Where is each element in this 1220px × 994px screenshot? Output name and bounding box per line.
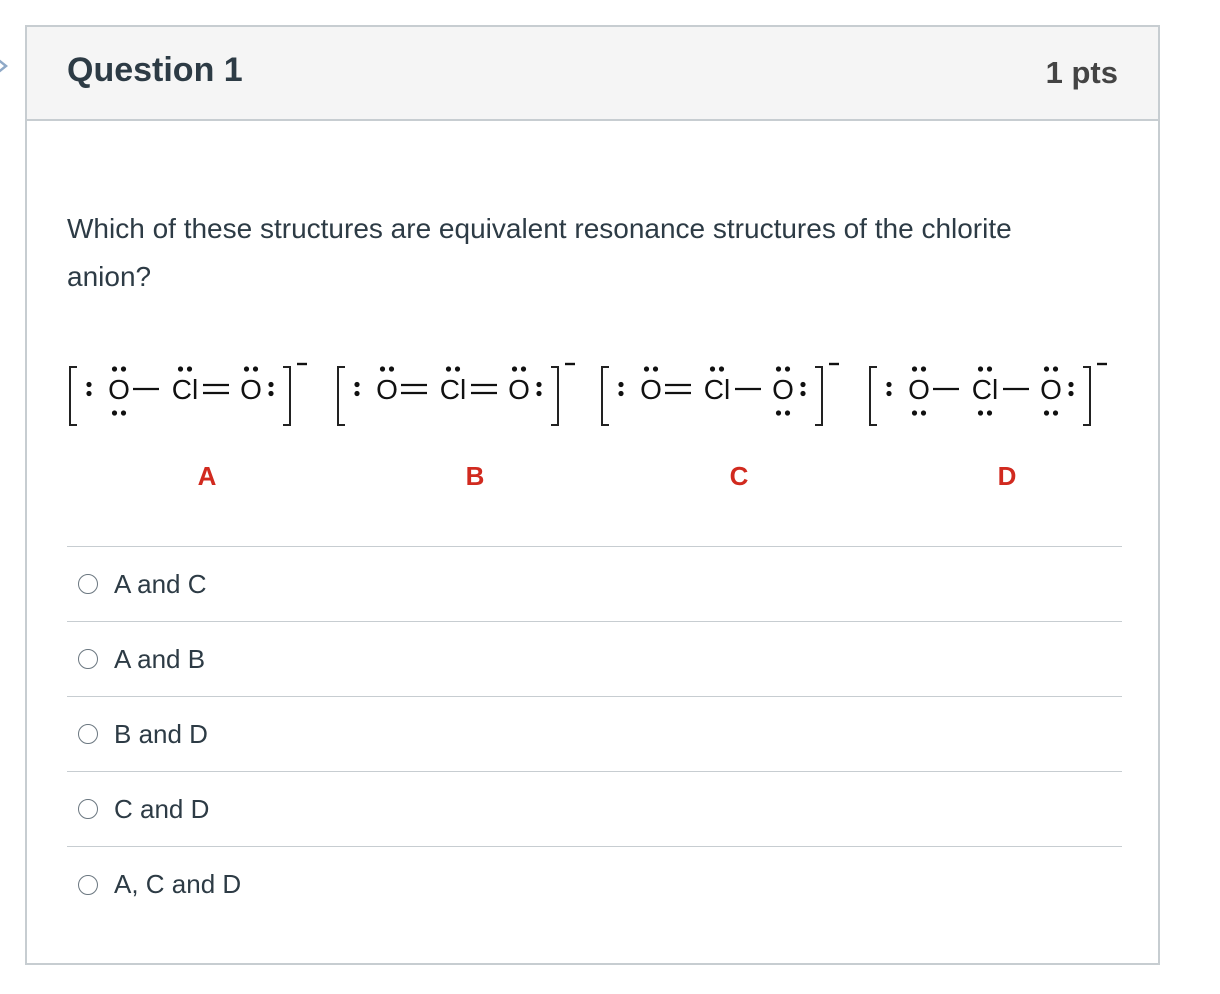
- lone-pair: [776, 410, 781, 415]
- answer-label: C and D: [114, 793, 210, 824]
- lone-pair: [1053, 410, 1058, 415]
- lone-pair: [800, 391, 805, 396]
- lone-pair: [618, 382, 623, 387]
- radio-button[interactable]: [78, 799, 98, 819]
- lone-pair: [710, 366, 715, 371]
- question-card: [25, 25, 1160, 965]
- lone-pair: [446, 366, 451, 371]
- lone-pair: [86, 382, 91, 387]
- lone-pair: [455, 366, 460, 371]
- question-title: Question 1: [67, 51, 243, 89]
- lone-pair: [512, 366, 517, 371]
- lone-pair: [978, 366, 983, 371]
- lone-pair: [354, 391, 359, 396]
- lone-pair: [886, 391, 891, 396]
- radio-button[interactable]: [78, 724, 98, 744]
- oxygen-atom: O: [508, 374, 530, 405]
- oxygen-atom: O: [376, 374, 398, 405]
- lone-pair: [978, 410, 983, 415]
- oxygen-atom: O: [908, 374, 930, 405]
- left-bracket: [870, 367, 877, 425]
- lone-pair: [112, 366, 117, 371]
- left-bracket: [338, 367, 345, 425]
- left-bracket: [602, 367, 609, 425]
- oxygen-atom: O: [240, 374, 262, 405]
- lone-pair: [389, 366, 394, 371]
- lone-pair: [912, 366, 917, 371]
- chlorine-atom: Cl: [703, 374, 731, 405]
- lone-pair: [86, 391, 91, 396]
- lone-pair: [921, 366, 926, 371]
- radio-button[interactable]: [78, 574, 98, 594]
- lone-pair: [1068, 391, 1073, 396]
- lone-pair: [536, 382, 541, 387]
- lone-pair: [268, 382, 273, 387]
- lewis-structures-svg: [67, 327, 1127, 497]
- chlorine-atom: Cl: [971, 374, 999, 405]
- lone-pair: [244, 366, 249, 371]
- lone-pair: [1044, 366, 1049, 371]
- answer-option[interactable]: [67, 547, 1122, 622]
- oxygen-atom: O: [772, 374, 794, 405]
- lone-pair: [380, 366, 385, 371]
- question-points: 1 pts: [1045, 55, 1118, 90]
- structure-label: A: [197, 461, 217, 491]
- lone-pair: [121, 366, 126, 371]
- lone-pair: [187, 366, 192, 371]
- right-bracket: [1083, 367, 1090, 425]
- chlorine-atom: Cl: [171, 374, 199, 405]
- lone-pair: [912, 410, 917, 415]
- lone-pair: [178, 366, 183, 371]
- chlorine-atom: Cl: [439, 374, 467, 405]
- lone-pair: [521, 366, 526, 371]
- structure-label: B: [465, 461, 485, 491]
- right-bracket: [815, 367, 822, 425]
- question-header: [27, 27, 1158, 121]
- lone-pair: [644, 366, 649, 371]
- oxygen-atom: O: [1040, 374, 1062, 405]
- answer-option[interactable]: [67, 772, 1122, 847]
- oxygen-atom: O: [640, 374, 662, 405]
- lone-pair: [253, 366, 258, 371]
- lone-pair: [921, 410, 926, 415]
- structure-label: C: [729, 461, 749, 491]
- structure-label: D: [997, 461, 1017, 491]
- radio-button[interactable]: [78, 649, 98, 669]
- lone-pair: [354, 382, 359, 387]
- lone-pair: [268, 391, 273, 396]
- answer-option[interactable]: [67, 622, 1122, 697]
- lone-pair: [987, 366, 992, 371]
- answer-label: B and D: [114, 718, 208, 749]
- lone-pair: [719, 366, 724, 371]
- lone-pair: [121, 410, 126, 415]
- lone-pair: [987, 410, 992, 415]
- answer-label: A and B: [114, 643, 206, 674]
- right-bracket: [283, 367, 290, 425]
- lone-pair: [886, 382, 891, 387]
- lone-pair: [776, 366, 781, 371]
- lone-pair: [112, 410, 117, 415]
- answer-option[interactable]: [67, 697, 1122, 772]
- question-text: Which of these structures are equivalent resonance structures of the chlorite anion?: [67, 213, 1012, 292]
- answer-label: A and C: [114, 568, 207, 599]
- right-bracket: [551, 367, 558, 425]
- lone-pair: [800, 382, 805, 387]
- radio-button[interactable]: [78, 875, 98, 895]
- lone-pair: [785, 366, 790, 371]
- lone-pair: [1044, 410, 1049, 415]
- lone-pair: [653, 366, 658, 371]
- answer-option[interactable]: [67, 847, 1122, 922]
- answer-list: [67, 546, 1122, 922]
- oxygen-atom: O: [108, 374, 130, 405]
- lewis-structures-figure: [67, 327, 1127, 497]
- lone-pair: [536, 391, 541, 396]
- left-bracket: [70, 367, 77, 425]
- chevron-right-icon[interactable]: [0, 56, 10, 76]
- answer-label: A, C and D: [114, 869, 242, 899]
- lone-pair: [618, 391, 623, 396]
- lone-pair: [1053, 366, 1058, 371]
- lone-pair: [1068, 382, 1073, 387]
- lone-pair: [785, 410, 790, 415]
